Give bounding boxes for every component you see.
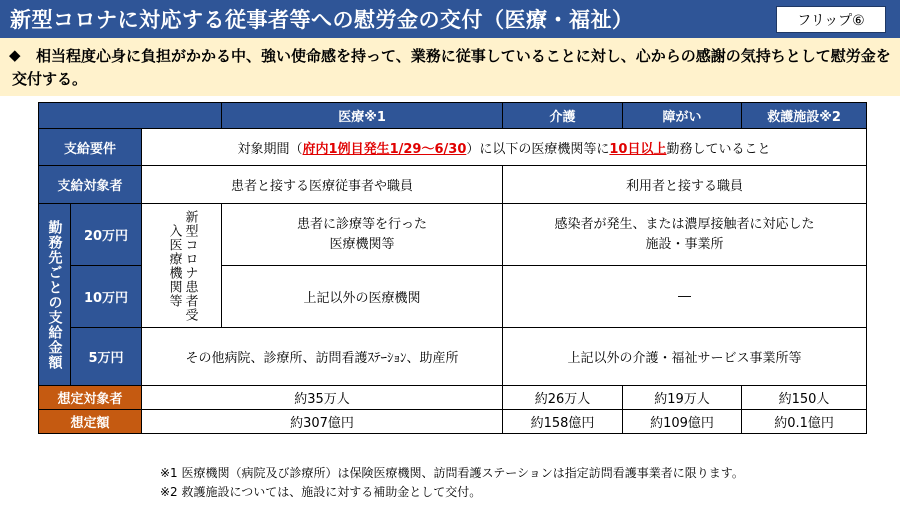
welfare-20-line1: 感染者が発生、または濃厚接触者に対応した [554, 216, 815, 232]
title-bar [0, 0, 900, 38]
diamond-bullet-icon: ◆ [9, 46, 21, 64]
expected-amount-label: 想定額 [39, 410, 142, 434]
expected-amount-disability: 約109億円 [623, 410, 742, 434]
target-welfare: 利用者と接する職員 [503, 166, 867, 204]
footnote-2: ※2 救護施設については、施設に対する補助金として交付。 [160, 485, 482, 499]
requirement-prefix: 対象期間（ [237, 141, 303, 157]
requirement-suffix: 勤務していること [666, 141, 771, 157]
target-row [39, 166, 867, 204]
welfare-10: ― [503, 266, 867, 328]
requirement-label: 支給要件 [39, 129, 142, 166]
expected-amount-medical: 約307億円 [142, 410, 503, 434]
welfare-20-line2: 施設・事業所 [645, 236, 724, 252]
amount-row-20 [39, 204, 867, 266]
amount-20: 20万円 [71, 204, 142, 266]
side-label-cell [39, 204, 71, 386]
requirement-period: 府内1例目発生1/29～6/30 [302, 141, 467, 157]
expected-people-row [39, 386, 867, 410]
header-disability: 障がい [623, 103, 742, 129]
expected-people-medical: 約35万人 [142, 386, 503, 410]
requirement-row [39, 129, 867, 166]
header-care: 介護 [503, 103, 623, 129]
medical-5: その他病院、診療所、訪問看護ｽﾃｰｼｮﾝ、助産所 [142, 328, 503, 386]
header-medical: 医療※1 [222, 103, 503, 129]
target-medical: 患者と接する医療従事者や職員 [142, 166, 503, 204]
medical-10: 上記以外の医療機関 [222, 266, 503, 328]
expected-people-label: 想定対象者 [39, 386, 142, 410]
header-corner [39, 103, 222, 129]
expected-people-disability: 約19万人 [623, 386, 742, 410]
welfare-20-cell [503, 204, 867, 266]
requirement-middle: ）に以下の医療機関等に [466, 141, 610, 157]
requirement-cell [142, 129, 867, 166]
lead-text: 相当程度心身に負担がかかる中、強い使命感を持って、業務に従事していることに対し、心からの感謝の気持ちとして慰労金を交付する。 [12, 47, 891, 88]
footnote-1: ※1 医療機関（病院及び診療所）は保険医療機関、訪問看護ステーションは指定訪問看護事業者に限ります。 [160, 466, 744, 480]
sub-label: 新型コロナ患者受入医療機関等 [166, 209, 198, 322]
expected-people-care: 約26万人 [503, 386, 623, 410]
medical-20-line2: 医療機関等 [329, 236, 395, 252]
header-row [39, 103, 867, 129]
requirement-days: 10日以上 [609, 141, 667, 157]
expected-amount-relief: 約0.1億円 [742, 410, 867, 434]
medical-20-cell [222, 204, 503, 266]
medical-20-line1: 患者に診療等を行った [297, 216, 428, 232]
amount-row-5 [39, 328, 867, 386]
header-relief: 救護施設※2 [742, 103, 867, 129]
amount-10: 10万円 [71, 266, 142, 328]
footnotes [160, 464, 744, 502]
expected-amount-care: 約158億円 [503, 410, 623, 434]
sub-label-cell [142, 204, 222, 328]
flip-badge: フリップ⑥ [776, 6, 886, 33]
expected-people-relief: 約150人 [742, 386, 867, 410]
side-label: 勤務先ごとの支給金額 [46, 219, 63, 370]
benefit-table [38, 102, 867, 434]
welfare-5: 上記以外の介護・福祉サービス事業所等 [503, 328, 867, 386]
lead-box [0, 38, 900, 96]
expected-amount-row [39, 410, 867, 434]
amount-5: 5万円 [71, 328, 142, 386]
page-title: 新型コロナに対応する従事者等への慰労金の交付（医療・福祉） [10, 8, 634, 32]
target-label: 支給対象者 [39, 166, 142, 204]
